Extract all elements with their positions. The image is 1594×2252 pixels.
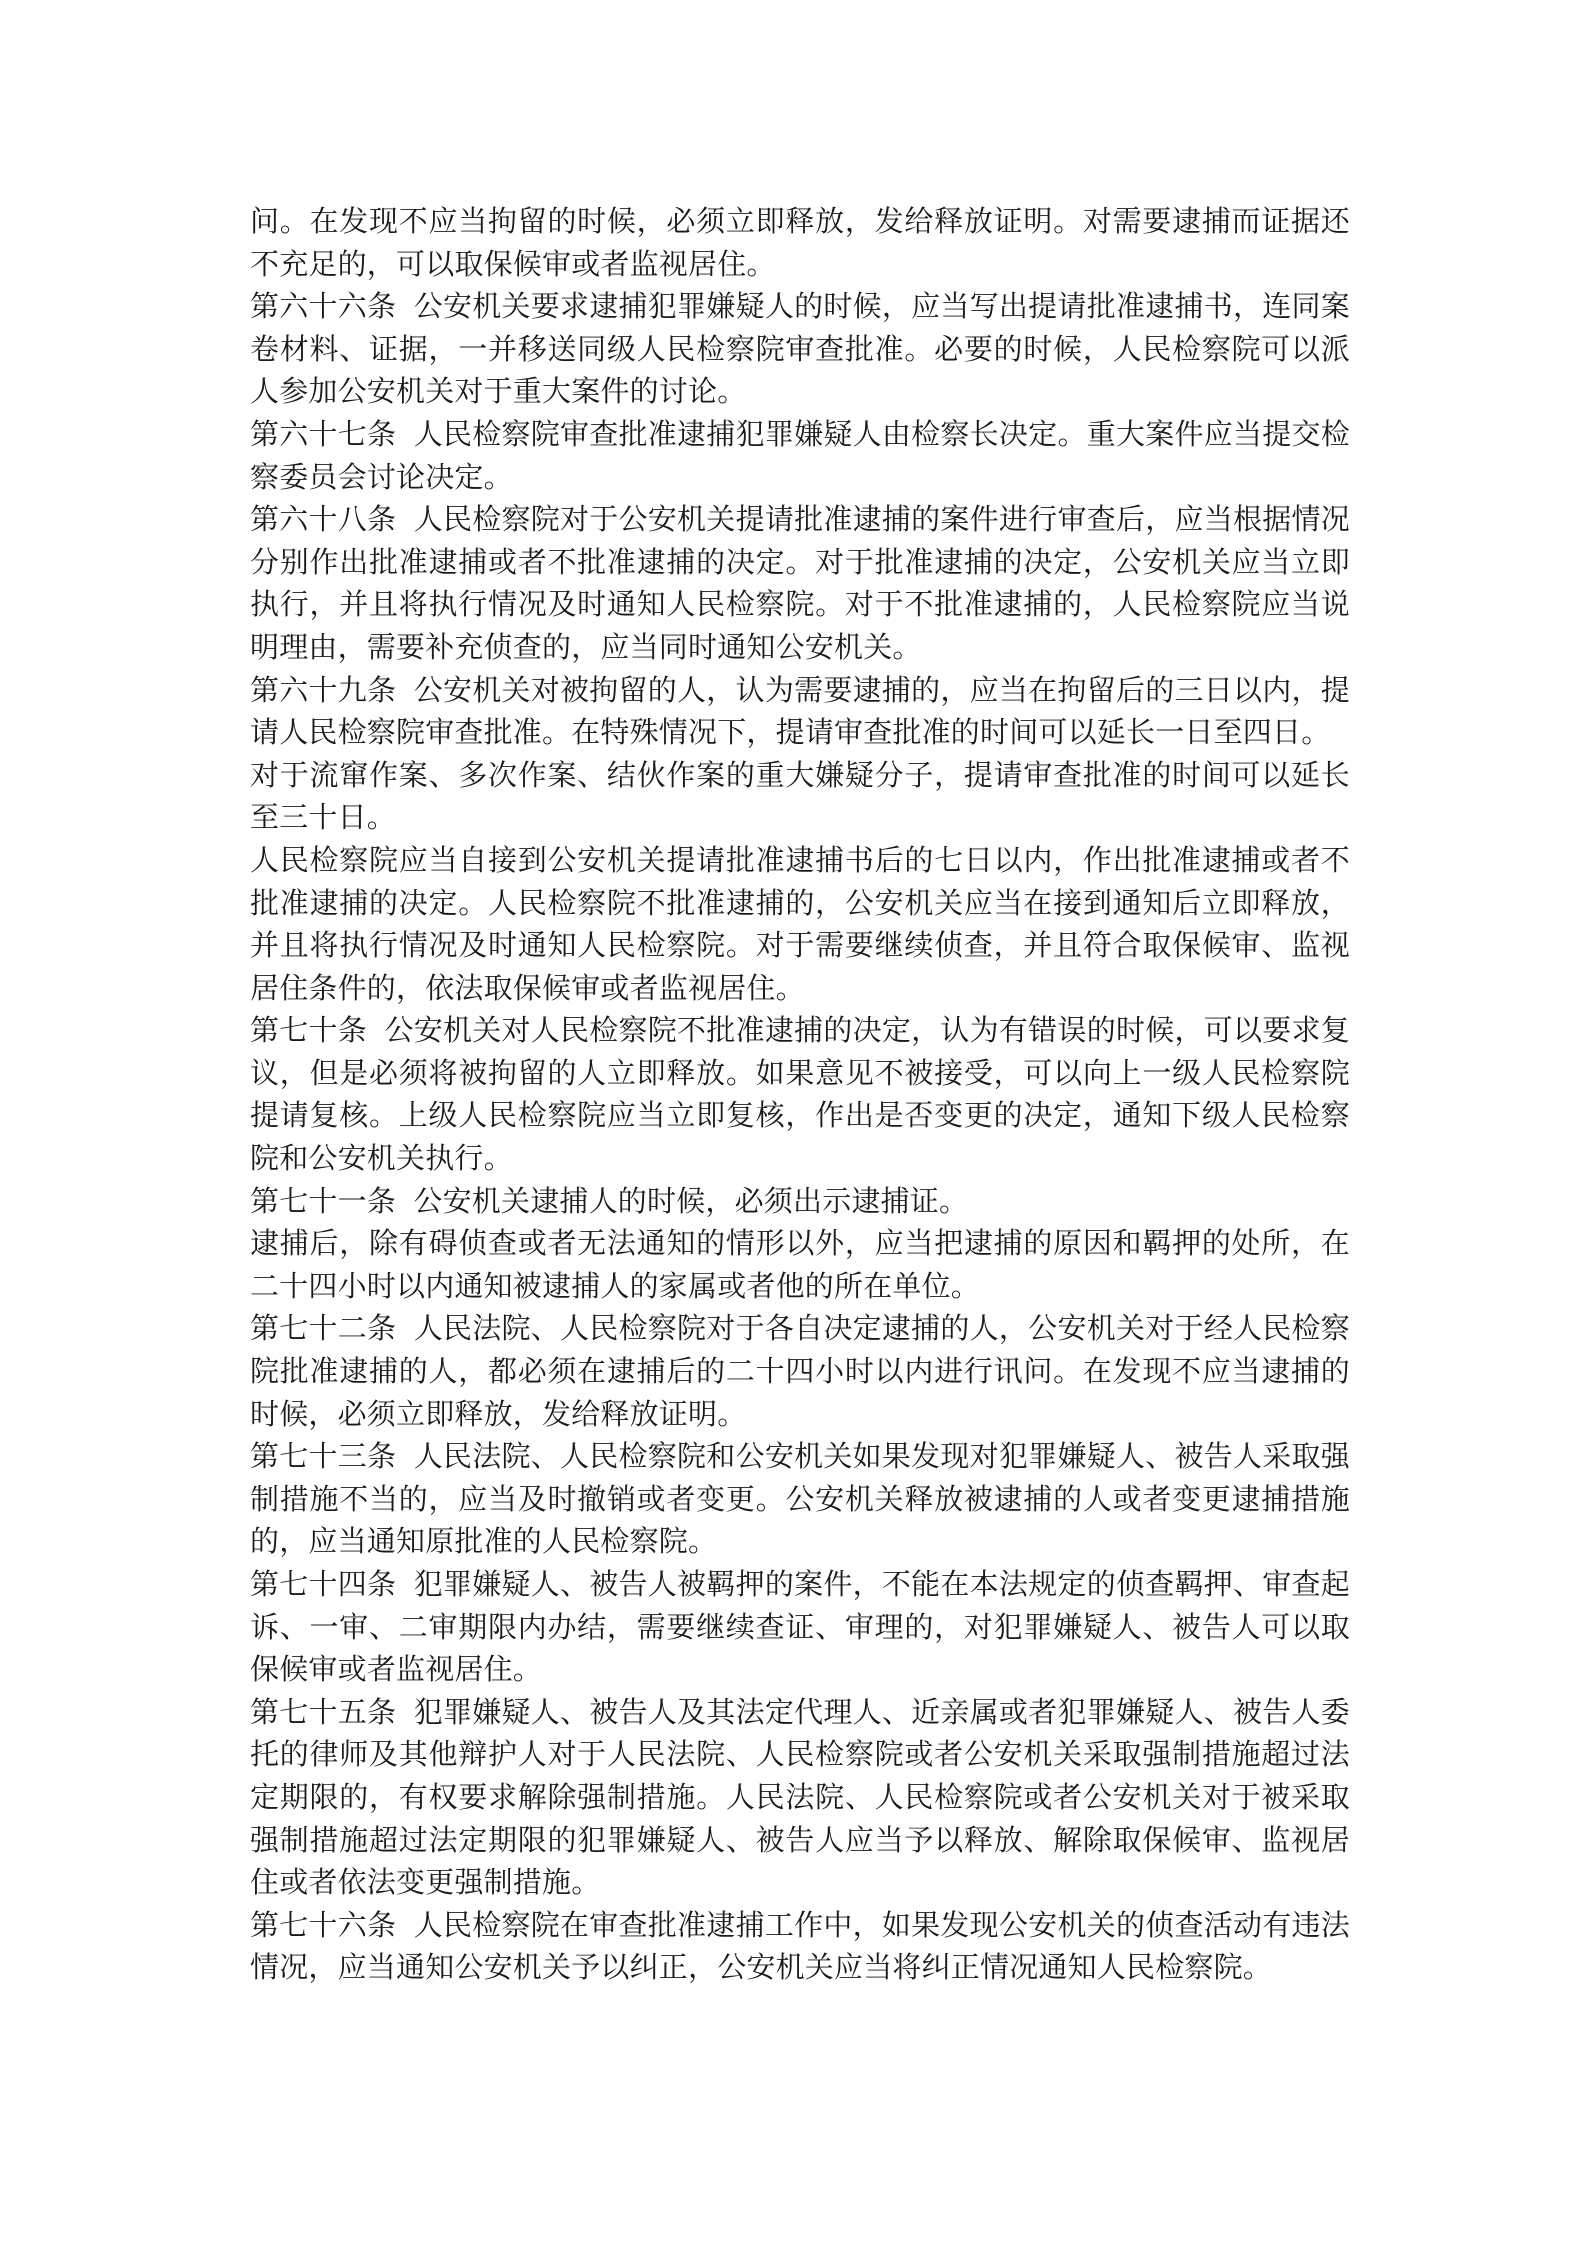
paragraph	[250, 413, 1350, 498]
paragraph-text: 公安机关要求逮捕犯罪嫌疑人的时候，应当写出提请批准逮捕书，连同案卷材料、证据，一并移送同级人民检察院审查批准。必要的时候，人民检察院可以派人参加公安机关对于重大案件的讨论。	[250, 289, 1350, 409]
article-number: 第六十六条	[250, 289, 397, 324]
paragraph	[250, 285, 1350, 413]
paragraph-text: 犯罪嫌疑人、被告人及其法定代理人、近亲属或者犯罪嫌疑人、被告人委托的律师及其他辩护人对于人民法院、人民检察院或者公安机关采取强制措施超过法定期限的，有权要求解除强制措施。人民法院、人民检察院或者公安机关对于被采取强制措施超过法定期限的犯罪嫌疑人、被告人应当予以释放、解除取保候审、监视居住或者依法变更强制措施。	[250, 1694, 1350, 1900]
paragraph-text: 逮捕后，除有碍侦查或者无法通知的情形以外，应当把逮捕的原因和羁押的处所，在二十四小时以内通知被逮捕人的家属或者他的所在单位。	[250, 1226, 1350, 1303]
paragraph-text: 人民法院、人民检察院和公安机关如果发现对犯罪嫌疑人、被告人采取强制措施不当的，应当及时撤销或者变更。公安机关释放被逮捕的人或者变更逮捕措施的，应当通知原批准的人民检察院。	[250, 1439, 1350, 1559]
document-body	[250, 200, 1350, 1989]
paragraph-text: 人民检察院对于公安机关提请批准逮捕的案件进行审查后，应当根据情况分别作出批准逮捕或者不批准逮捕的决定。对于批准逮捕的决定，公安机关应当立即执行，并且将执行情况及时通知人民检察院。对于不批准逮捕的，人民检察院应当说明理由，需要补充侦查的，应当同时通知公安机关。	[250, 502, 1350, 664]
article-number: 第六十九条	[250, 672, 397, 707]
paragraph-text: 人民检察院审查批准逮捕犯罪嫌疑人由检察长决定。重大案件应当提交检察委员会讨论决定。	[250, 416, 1350, 494]
article-number: 第七十一条	[250, 1183, 397, 1218]
paragraph	[250, 1435, 1350, 1563]
paragraph-text: 犯罪嫌疑人、被告人被羁押的案件，不能在本法规定的侦查羁押、审查起诉、一审、二审期限内办结，需要继续查证、审理的，对犯罪嫌疑人、被告人可以取保候审或者监视居住。	[250, 1567, 1350, 1687]
paragraph	[250, 1563, 1350, 1691]
paragraph-text: 公安机关对被拘留的人，认为需要逮捕的，应当在拘留后的三日以内，提请人民检察院审查批准。在特殊情况下，提请审查批准的时间可以延长一日至四日。	[250, 672, 1350, 750]
article-number: 第六十七条	[250, 416, 397, 451]
paragraph-text: 公安机关对人民检察院不批准逮捕的决定，认为有错误的时候，可以要求复议，但是必须将被拘留的人立即释放。如果意见不被接受，可以向上一级人民检察院提请复核。上级人民检察院应当立即复核，作出是否变更的决定，通知下级人民检察院和公安机关执行。	[250, 1013, 1350, 1176]
article-number: 第七十四条	[250, 1567, 397, 1601]
paragraph-text: 人民法院、人民检察院对于各自决定逮捕的人，公安机关对于经人民检察院批准逮捕的人，都必须在逮捕后的二十四小时以内进行讯问。在发现不应当逮捕的时候，必须立即释放，发给释放证明。	[250, 1311, 1350, 1431]
paragraph-text: 人民检察院在审查批准逮捕工作中，如果发现公安机关的侦查活动有违法情况，应当通知公安机关予以纠正，公安机关应当将纠正情况通知人民检察院。	[250, 1907, 1350, 1985]
article-number: 第七十三条	[250, 1439, 397, 1474]
paragraph-text: 对于流窜作案、多次作案、结伙作案的重大嫌疑分子，提请审查批准的时间可以延长至三十日。	[250, 757, 1350, 835]
paragraph	[250, 754, 1350, 839]
paragraph	[250, 1307, 1350, 1435]
article-number: 第七十五条	[250, 1694, 397, 1729]
article-number: 第六十八条	[250, 502, 397, 537]
paragraph-text: 问。在发现不应当拘留的时候，必须立即释放，发给释放证明。对需要逮捕而证据还不充足的，可以取保候审或者监视居住。	[250, 204, 1350, 281]
paragraph	[250, 1904, 1350, 1989]
article-number: 第七十条	[250, 1013, 368, 1048]
paragraph	[250, 1180, 1350, 1223]
paragraph-text: 人民检察院应当自接到公安机关提请批准逮捕书后的七日以内，作出批准逮捕或者不批准逮捕的决定。人民检察院不批准逮捕的，公安机关应当在接到通知后立即释放，并且将执行情况及时通知人民检察院。对于需要继续侦查，并且符合取保候审、监视居住条件的，依法取保候审或者监视居住。	[250, 842, 1350, 1005]
paragraph	[250, 1009, 1350, 1179]
article-number: 第七十六条	[250, 1907, 397, 1942]
paragraph	[250, 669, 1350, 754]
article-number: 第七十二条	[250, 1311, 397, 1346]
paragraph	[250, 839, 1350, 1009]
paragraph	[250, 1691, 1350, 1904]
paragraph-text: 公安机关逮捕人的时候，必须出示逮捕证。	[413, 1183, 969, 1218]
paragraph	[250, 200, 1350, 285]
paragraph	[250, 498, 1350, 668]
paragraph	[250, 1222, 1350, 1307]
